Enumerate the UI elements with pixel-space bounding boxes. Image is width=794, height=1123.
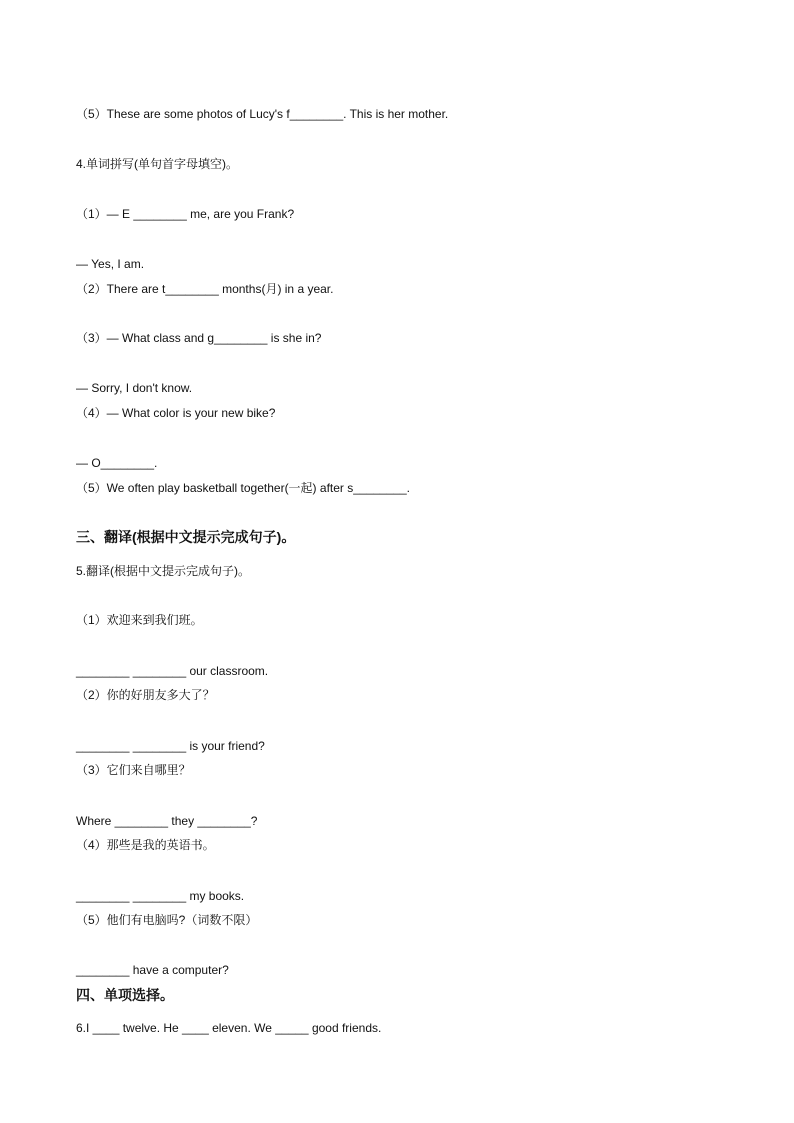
q4-item-2: （2）There are t________ months(月) in a year. [76, 282, 334, 296]
q5-title: 5.翻译(根据中文提示完成句子)。 [76, 564, 251, 578]
q6-question: 6.I ____ twelve. He ____ eleven. We _____ good friends. [76, 1021, 382, 1035]
q4-item-5: （5）We often play basketball together(一起) after s________. [76, 481, 410, 495]
q3-item-5: （5）These are some photos of Lucy's f________. This is her mother. [76, 107, 449, 121]
section-3-heading: 三、翻译(根据中文提示完成句子)。 [76, 529, 296, 545]
q5-item-5-blank: ________ have a computer? [76, 963, 229, 977]
q5-item-5-prompt: （5）他们有电脑吗?（词数不限） [76, 913, 258, 927]
q4-item-1-answer: — Yes, I am. [76, 257, 145, 271]
q4-item-4-answer: — O________. [76, 456, 158, 470]
q5-item-4-prompt: （4）那些是我的英语书。 [76, 838, 215, 852]
q4-item-4: （4）— What color is your new bike? [76, 406, 276, 420]
q5-item-3-prompt: （3）它们来自哪里？ [76, 763, 191, 777]
q4-item-1: （1）— E ________ me, are you Frank? [76, 207, 295, 221]
q4-title: 4.单词拼写(单句首字母填空)。 [76, 157, 239, 171]
q5-item-2-blank: ________ ________ is your friend? [76, 739, 265, 753]
q5-item-3-blank: Where ________ they ________? [76, 814, 258, 828]
q5-item-4-blank: ________ ________ my books. [76, 889, 245, 903]
q5-item-2-prompt: （2）你的好朋友多大了？ [76, 688, 215, 702]
q4-item-3: （3）— What class and g________ is she in? [76, 331, 322, 345]
q5-item-1-blank: ________ ________ our classroom. [76, 664, 269, 678]
section-4-heading: 四、单项选择。 [76, 987, 174, 1003]
q5-item-1-prompt: （1）欢迎来到我们班。 [76, 613, 203, 627]
q4-item-3-answer: — Sorry, I don't know. [76, 381, 193, 395]
